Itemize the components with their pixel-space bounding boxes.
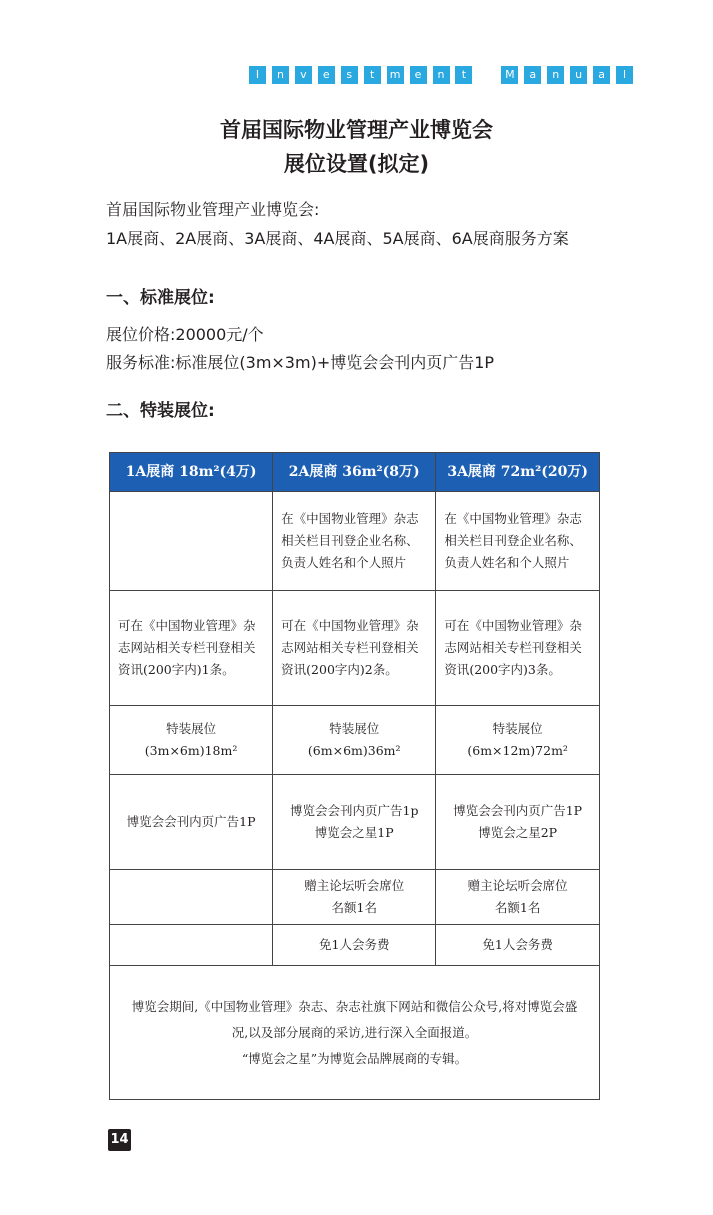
table-cell: 免1人会务费 (436, 925, 600, 966)
header-letter: t (455, 66, 472, 84)
table-cell: 可在《中国物业管理》杂志网站相关专栏刊登相关资讯(200字内)1条。 (110, 590, 273, 705)
header-letter: M (501, 66, 518, 84)
table-header-1a: 1A展商 18m²(4万) (110, 453, 273, 492)
intro-line-2: 1A展商、2A展商、3A展商、4A展商、5A展商、6A展商服务方案 (106, 229, 569, 248)
table-cell: 博览会会刊内页广告1P (110, 775, 273, 869)
section-heading-special: 二、特装展位: (106, 401, 215, 421)
table-row (110, 869, 600, 924)
table-cell: 特装展位 (6m×12m)72m² (436, 705, 600, 775)
table-cell: 可在《中国物业管理》杂志网站相关专栏刊登相关资讯(200字内)2条。 (273, 590, 436, 705)
header-letter: I (249, 66, 266, 84)
table-cell (110, 492, 273, 591)
table-cell: 免1人会务费 (273, 925, 436, 966)
header-letter: n (547, 66, 564, 84)
table-cell: 赠主论坛听会席位 名额1名 (273, 869, 436, 924)
header-letter: e (318, 66, 335, 84)
table-cell (110, 925, 273, 966)
header-letter: a (524, 66, 541, 84)
table-cell (110, 869, 273, 924)
standard-service: 服务标准:标准展位(3m×3m)+博览会会刊内页广告1P (106, 353, 495, 372)
page-subtitle: 展位设置(拟定) (283, 152, 430, 176)
table-cell: 在《中国物业管理》杂志相关栏目刊登企业名称、负责人姓名和个人照片 (273, 492, 436, 591)
header-letter: n (433, 66, 450, 84)
header-letter: n (272, 66, 289, 84)
header-letter: m (387, 66, 404, 84)
table-cell: 特装展位 (6m×6m)36m² (273, 705, 436, 775)
table-row (110, 492, 600, 591)
table-header-2a: 2A展商 36m²(8万) (273, 453, 436, 492)
page-title: 首届国际物业管理产业博览会 (220, 118, 493, 142)
table-row (110, 705, 600, 775)
standard-price: 展位价格:20000元/个 (106, 325, 264, 344)
table-cell: 赠主论坛听会席位 名额1名 (436, 869, 600, 924)
header-letter: s (341, 66, 358, 84)
header-letter: e (410, 66, 427, 84)
table-row (110, 775, 600, 869)
section-heading-standard: 一、标准展位: (106, 288, 215, 308)
header-letter: u (570, 66, 587, 84)
table-row (110, 925, 600, 966)
table-cell: 特装展位 (3m×6m)18m² (110, 705, 273, 775)
header-letter: t (364, 66, 381, 84)
intro-line-1: 首届国际物业管理产业博览会: (106, 200, 320, 219)
table-header-row (110, 453, 600, 492)
table-cell: 博览会会刊内页广告1p 博览会之星1P (273, 775, 436, 869)
header-letter: a (593, 66, 610, 84)
page-number: 14 (108, 1129, 131, 1151)
table-note-line-1: 博览会期间,《中国物业管理》杂志、杂志社旗下网站和微信公众号,将对博览会盛况,以及部分展商的采访,进行深入全面报道。 (131, 998, 578, 1040)
header-gap (478, 66, 495, 84)
table-row (110, 590, 600, 705)
header-letter: v (295, 66, 312, 84)
table-note-row (110, 966, 600, 1100)
table-note-line-2: “博览会之星”为博览会品牌展商的专辑。 (241, 1050, 468, 1066)
table-header-3a: 3A展商 72m²(20万) (436, 453, 600, 492)
table-cell: 在《中国物业管理》杂志相关栏目刊登企业名称、负责人姓名和个人照片 (436, 492, 600, 591)
header-strip (249, 66, 633, 84)
table-note (110, 966, 600, 1100)
table-cell: 博览会会刊内页广告1P 博览会之星2P (436, 775, 600, 869)
table-cell: 可在《中国物业管理》杂志网站相关专栏刊登相关资讯(200字内)3条。 (436, 590, 600, 705)
booth-table (109, 452, 600, 1100)
header-letter: l (616, 66, 633, 84)
